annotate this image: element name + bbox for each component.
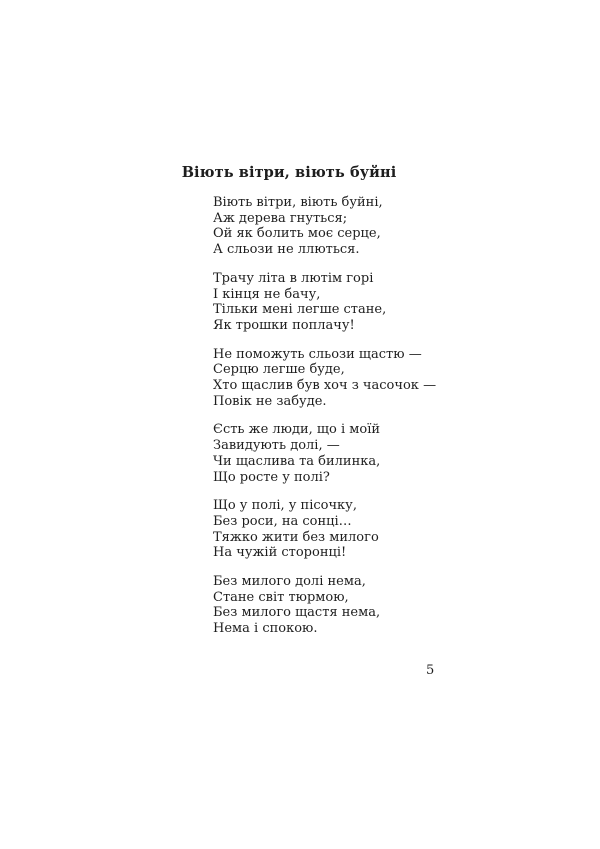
poem-line: А сльози не ллються. — [213, 242, 360, 258]
poem-line: Аж дерева гнуться; — [213, 210, 348, 226]
poem-body — [213, 195, 436, 637]
poem-line: Єсть же люди, що і моїй — [213, 422, 381, 438]
poem-line: Не поможуть сльози щастю — — [213, 346, 422, 362]
poem-line: Серцю легше буде, — [213, 362, 345, 378]
poem-line: Що у полі, у пісочку, — [213, 498, 357, 514]
poem-line: Віють вітри, віють буйні, — [213, 195, 383, 210]
poem-line: Ой як болить моє серце, — [213, 226, 381, 242]
poem-line: Трачу літа в лютім горі — [213, 270, 374, 286]
poem-line: Повік не забуде. — [213, 393, 327, 409]
poem-line: Завидують долі, — — [213, 438, 340, 454]
stanza — [213, 195, 436, 258]
poem-line: І кінця не бачу, — [213, 286, 321, 302]
poem-line: Без милого долі нема, — [213, 574, 366, 590]
stanza — [213, 574, 436, 637]
poem-line: На чужій сторонці! — [213, 545, 347, 561]
stanza — [213, 422, 436, 485]
poem-line: Нема і спокою. — [213, 621, 318, 637]
poem-line: Стане світ тюрмою, — [213, 589, 349, 605]
poem-line: Без милого щастя нема, — [213, 605, 381, 621]
stanza — [213, 271, 436, 334]
page-number: 5 — [426, 663, 435, 678]
poem-line: Без роси, на сонці… — [213, 513, 352, 529]
poem-line: Хто щаслив був хоч з часочок — — [213, 378, 437, 394]
poem-line: Тяжко жити без милого — [213, 529, 379, 545]
poem-title: Віють вітри, віють буйні — [181, 164, 397, 181]
poem-line: Що росте у полі? — [213, 469, 330, 485]
stanza — [213, 347, 436, 410]
poem-line: Чи щаслива та билинка, — [213, 453, 381, 469]
stanza — [213, 498, 436, 561]
poem-line: Тільки мені легше стане, — [213, 302, 387, 318]
poem-line: Як трошки поплачу! — [213, 317, 355, 333]
